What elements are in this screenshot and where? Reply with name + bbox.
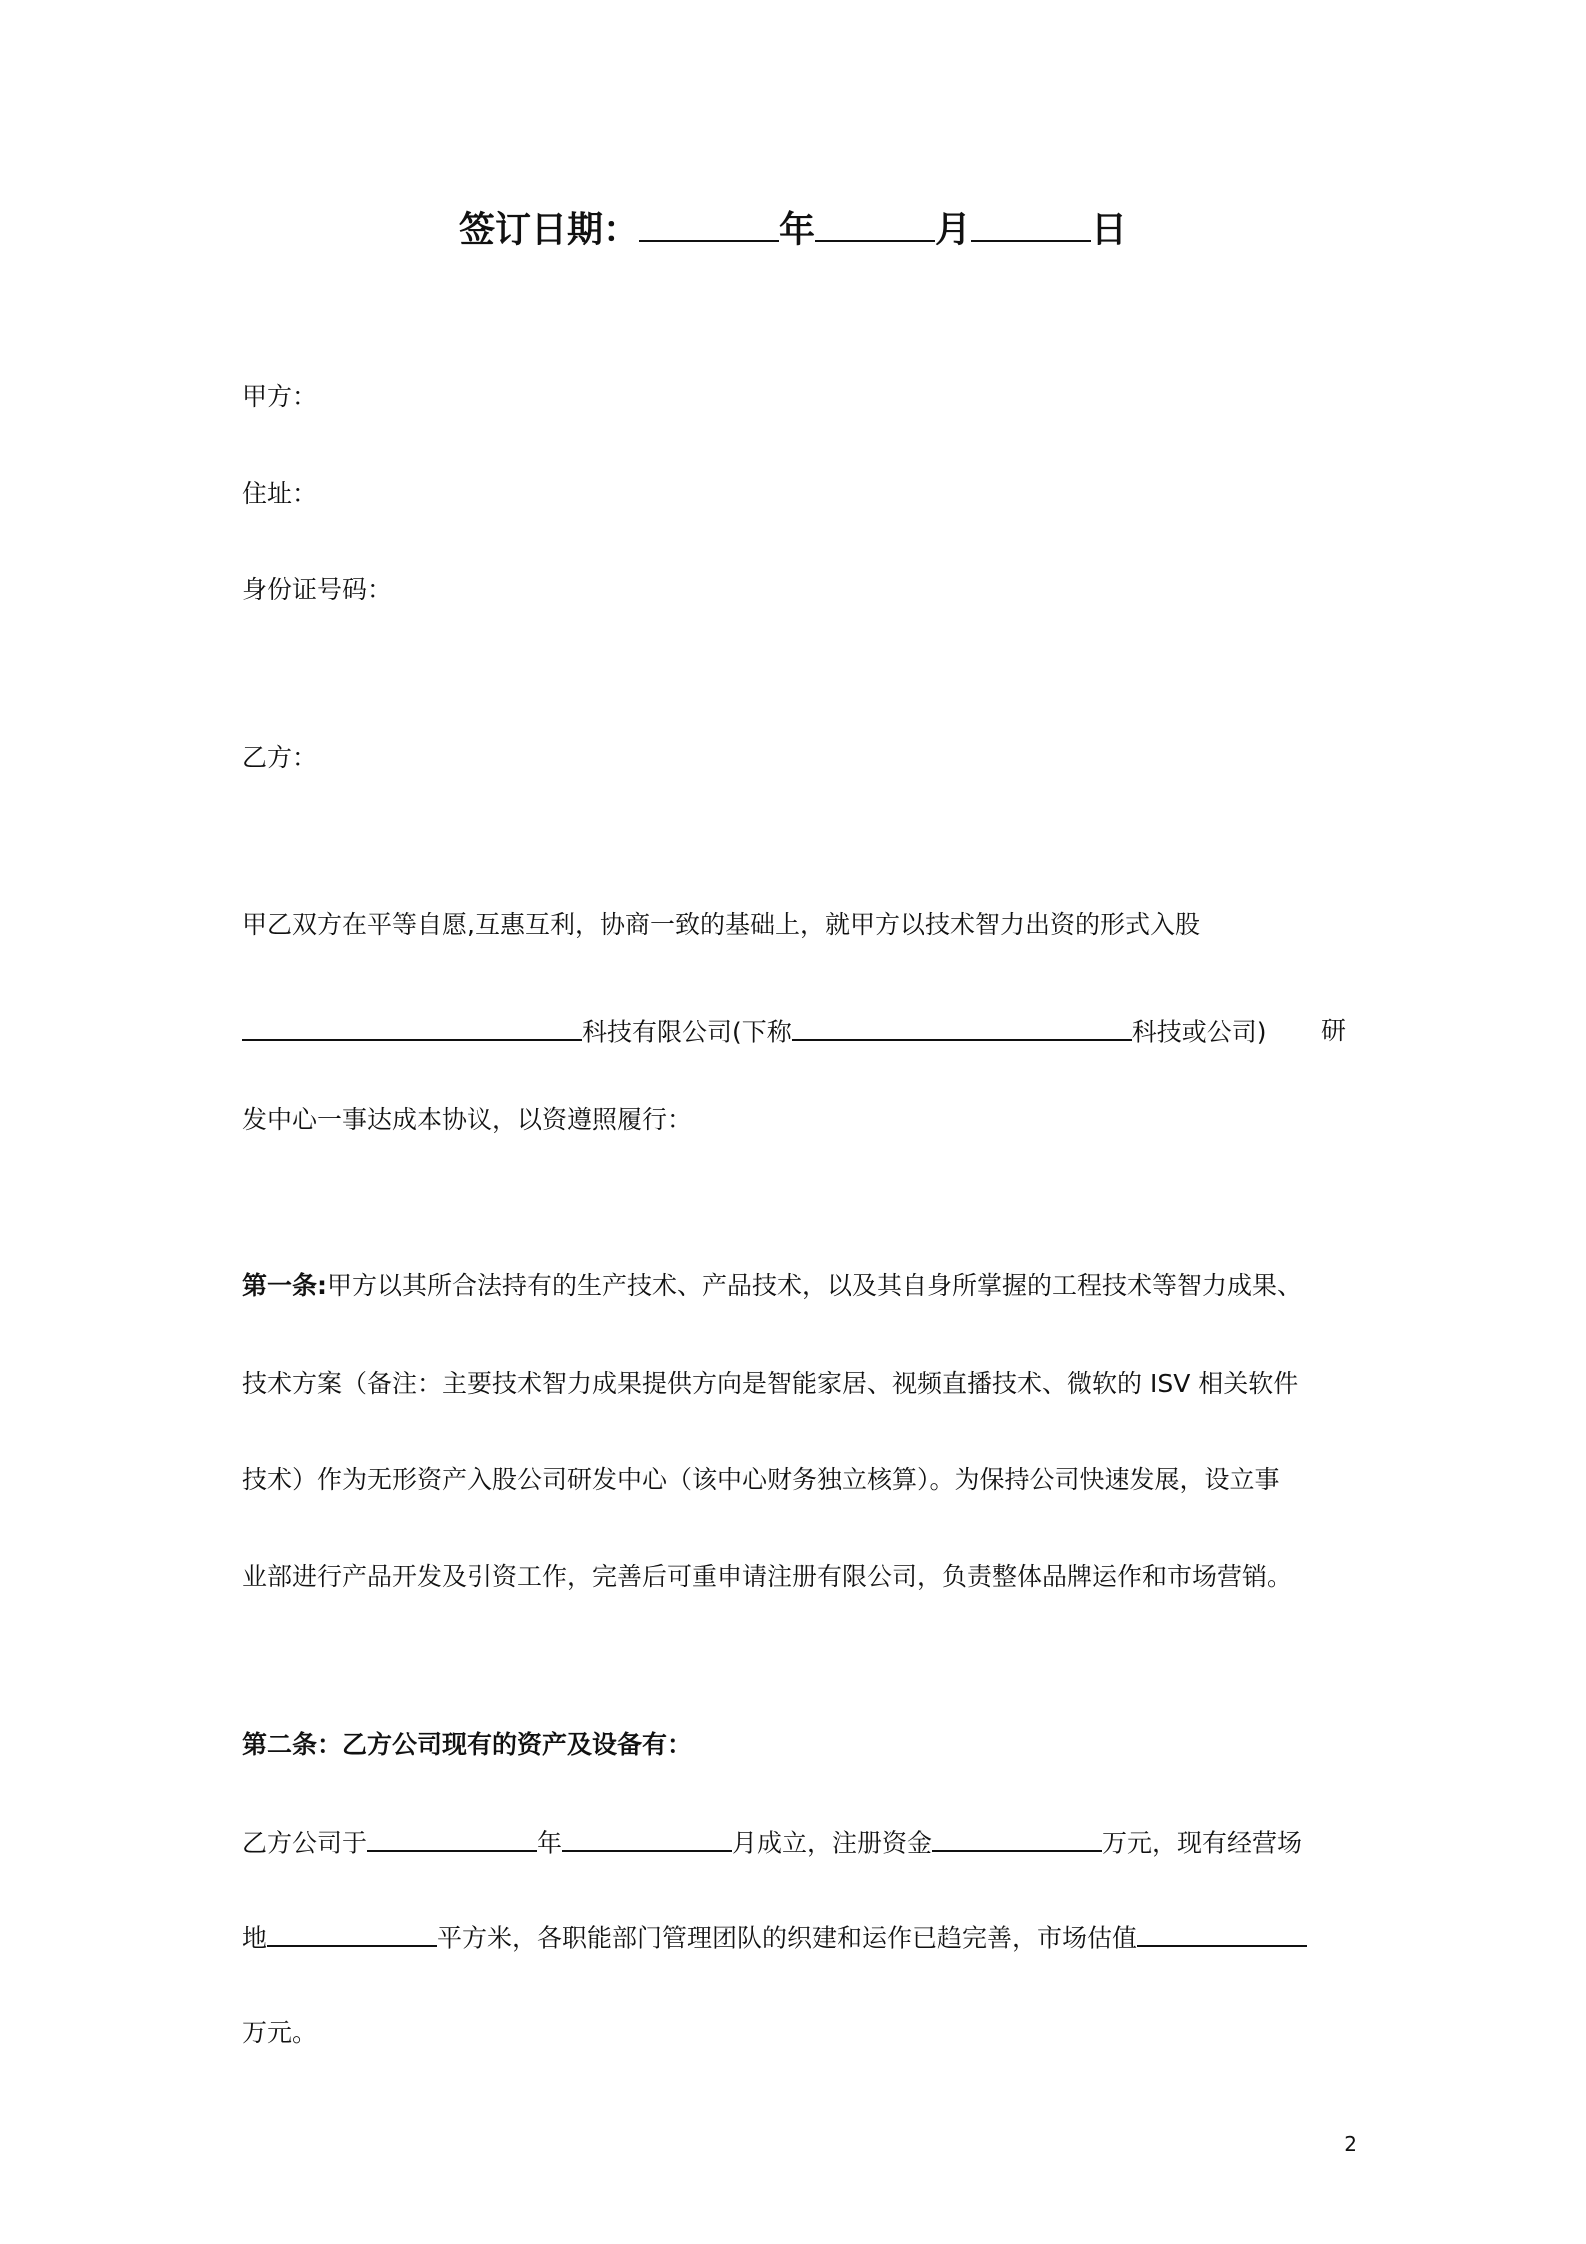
day-label: 日	[1091, 209, 1128, 251]
intro-line-2-left	[242, 1011, 1267, 1053]
day-blank	[971, 200, 1091, 242]
party-a-id-label: 身份证号码：	[242, 575, 393, 604]
article-2-line-1	[242, 1822, 1346, 1864]
article-2-established-label: 乙方公司于	[242, 1828, 368, 1858]
established-year-blank	[367, 1822, 537, 1852]
intro-line-2-end: 研	[1320, 1016, 1346, 1045]
registered-capital-blank	[932, 1822, 1102, 1852]
article-1-line-1	[242, 1266, 1346, 1306]
signing-date-label: 签订日期：	[458, 209, 639, 251]
article-1-text-1: 甲方以其所合法持有的生产技术、产品技术，以及其自身所掌握的工程技术等智力成果、	[327, 1271, 1303, 1300]
article-2-line-3: 万元。	[242, 2018, 318, 2047]
company-short-name-blank	[792, 1011, 1132, 1041]
company-name-blank	[242, 1011, 582, 1041]
article-2-capital-label: 月成立，注册资金	[732, 1828, 933, 1858]
month-label: 月	[935, 209, 972, 251]
article-2-heading: 第二条：乙方公司现有的资产及设备有：	[242, 1730, 693, 1759]
intro-line-1: 甲乙双方在平等自愿,互惠互利，协商一致的基础上，就甲方以技术智力出资的形式入股	[242, 910, 1200, 939]
intro-company-short-suffix: 科技或公司)	[1131, 1017, 1267, 1047]
article-1-heading: 第一条:	[242, 1271, 327, 1300]
signing-date-title	[0, 200, 1586, 259]
intro-company-suffix: 科技有限公司(下称	[582, 1017, 792, 1047]
site-area-blank	[267, 1917, 437, 1947]
party-b-label: 乙方：	[242, 743, 318, 772]
page-number: 2	[1344, 2132, 1357, 2156]
article-1-line-2: 技术方案（备注：主要技术智力成果提供方向是智能家居、视频直播技术、微软的 ISV 相关软件	[242, 1369, 1299, 1398]
party-a-address-label: 住址：	[242, 479, 318, 508]
established-month-blank	[562, 1822, 732, 1852]
article-1-line-4: 业部进行产品开发及引资工作，完善后可重申请注册有限公司，负责整体品牌运作和市场营销。	[242, 1562, 1293, 1591]
article-2-site-text: 地	[242, 1923, 268, 1953]
intro-line-2	[242, 1011, 1346, 1053]
year-blank	[639, 200, 779, 242]
article-1-line-3: 技术）作为无形资产入股公司研发中心（该中心财务独立核算）。为保持公司快速发展，设立事	[242, 1465, 1280, 1494]
party-a-label: 甲方：	[242, 382, 318, 411]
article-2-year-label: 年	[537, 1828, 563, 1858]
intro-line-3: 发中心一事达成本协议，以资遵照履行：	[242, 1105, 693, 1134]
article-2-site-label: 万元，现有经营场	[1102, 1828, 1303, 1858]
year-label: 年	[778, 209, 815, 251]
month-blank	[815, 200, 935, 242]
article-2-valuation-label: 平方米，各职能部门管理团队的织建和运作已趋完善，市场估值	[437, 1923, 1138, 1953]
market-valuation-blank	[1137, 1917, 1307, 1947]
article-2-line-2	[242, 1917, 1346, 1959]
